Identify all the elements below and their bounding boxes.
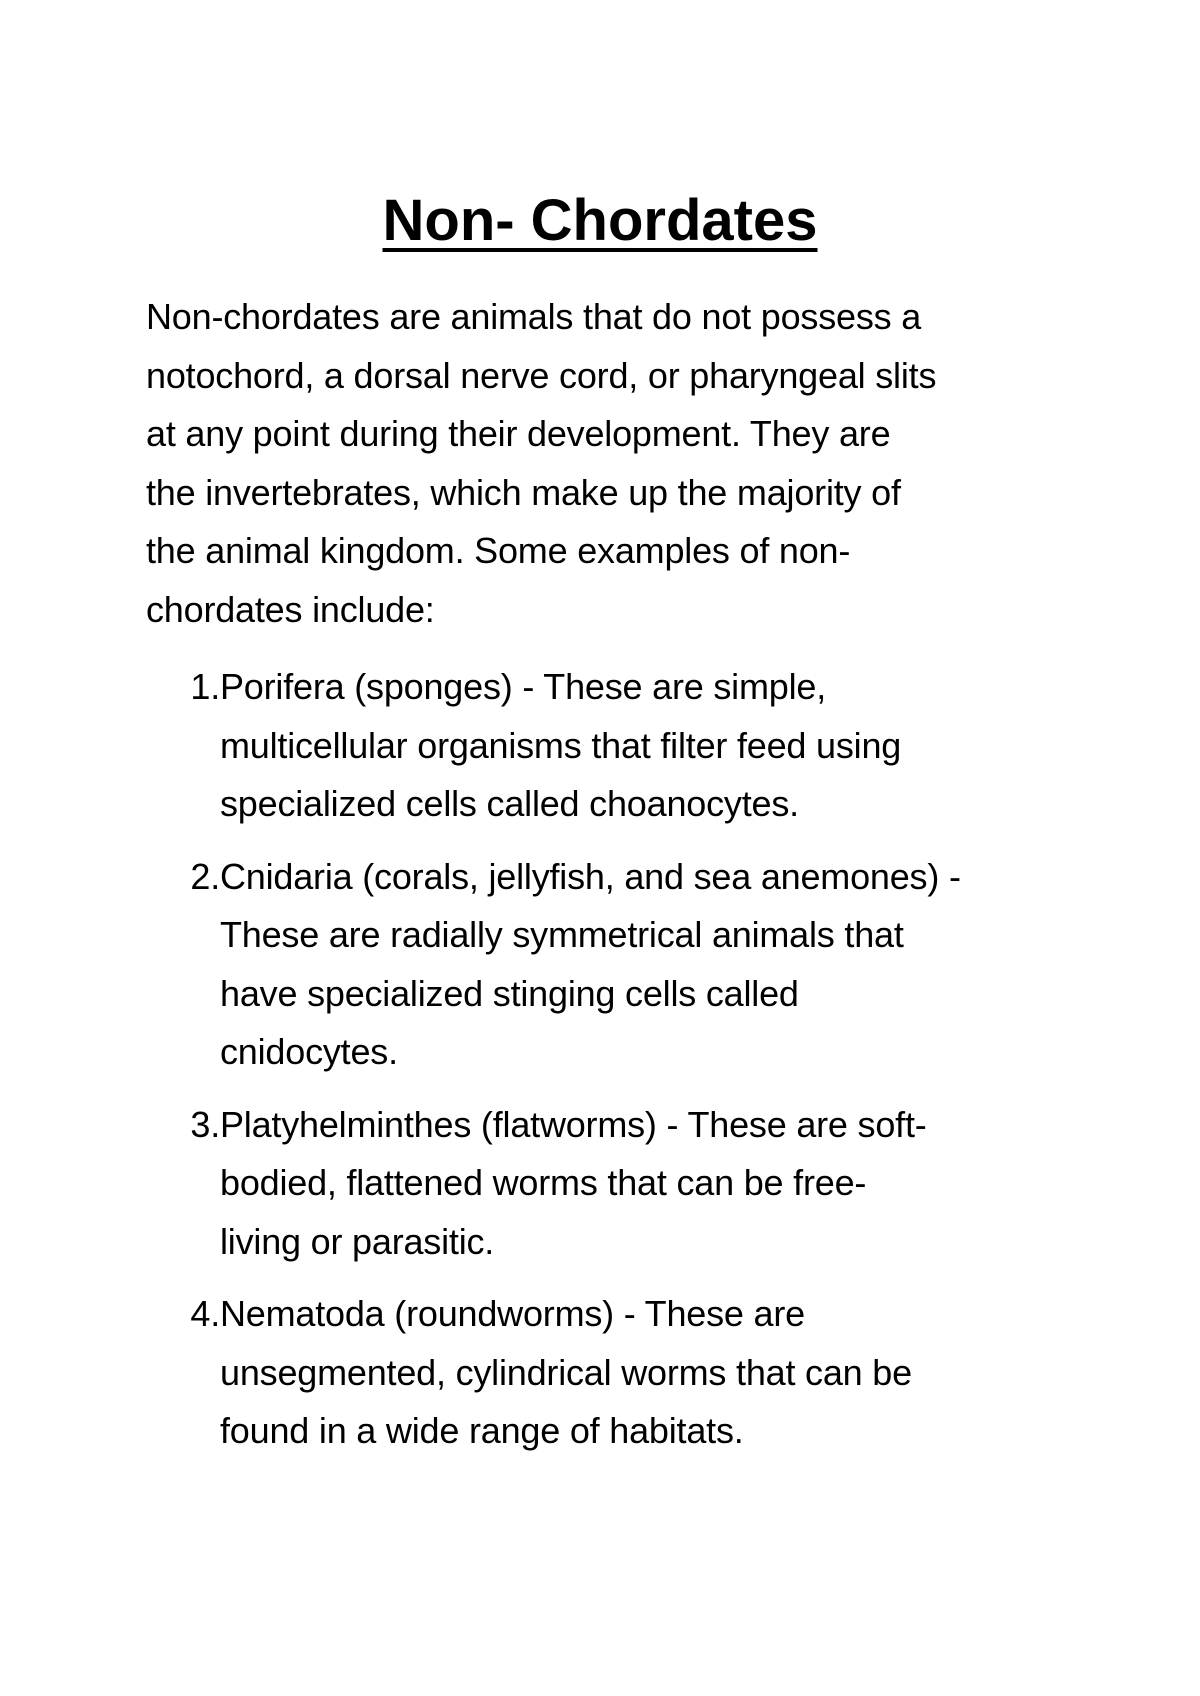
list-item-nematoda <box>0 1285 1200 1461</box>
list-item-platyhelminthes <box>0 1096 1200 1272</box>
list-item-line: These are radially symmetrical animals that <box>220 914 904 955</box>
list-item-cnidaria <box>0 848 1200 1082</box>
list-item-line: specialized cells called choanocytes. <box>220 783 799 824</box>
list-item-line: bodied, flattened worms that can be free- <box>220 1162 867 1203</box>
list-item-line: living or parasitic. <box>220 1220 495 1262</box>
intro-line: the animal kingdom. Some examples of non- <box>146 530 851 571</box>
page-title <box>0 186 1200 256</box>
intro-line: chordates include: <box>146 588 435 630</box>
list-item-line: Platyhelminthes (flatworms) - These are soft- <box>220 1103 927 1145</box>
list-item-text <box>220 848 1100 1082</box>
list-item-line: Nematoda (roundworms) - These are <box>220 1293 805 1334</box>
list-item-line: multicellular organisms that filter feed using <box>220 724 902 766</box>
intro-line: notochord, a dorsal nerve cord, or pharyngeal slits <box>146 354 937 396</box>
list-item-line: unsegmented, cylindrical worms that can be <box>220 1351 912 1393</box>
list-item-line: have specialized stinging cells called <box>220 972 799 1014</box>
intro-line: at any point during their development. They are <box>146 413 891 454</box>
list-item-number: 4. <box>190 1293 220 1334</box>
page-title-text: Non- Chordates <box>382 188 818 253</box>
list-item-number: 1. <box>190 666 220 707</box>
list-item-number: 3. <box>190 1103 220 1145</box>
list-item-porifera <box>0 658 1200 834</box>
list-item-text <box>220 1285 1100 1461</box>
intro-line: Non-chordates are animals that do not possess a <box>146 296 922 337</box>
intro-paragraph <box>146 288 1076 639</box>
list-item-text <box>220 658 1100 834</box>
list-item-text <box>220 1096 1100 1272</box>
list-item-line: found in a wide range of habitats. <box>220 1410 744 1451</box>
intro-line: the invertebrates, which make up the majority of <box>146 471 901 513</box>
list-item-line: Cnidaria (corals, jellyfish, and sea anemones) - <box>220 855 961 897</box>
list-item-line: cnidocytes. <box>220 1031 398 1072</box>
list-item-number: 2. <box>190 855 220 897</box>
examples-list <box>0 658 1200 1475</box>
list-item-line: Porifera (sponges) - These are simple, <box>220 666 826 707</box>
